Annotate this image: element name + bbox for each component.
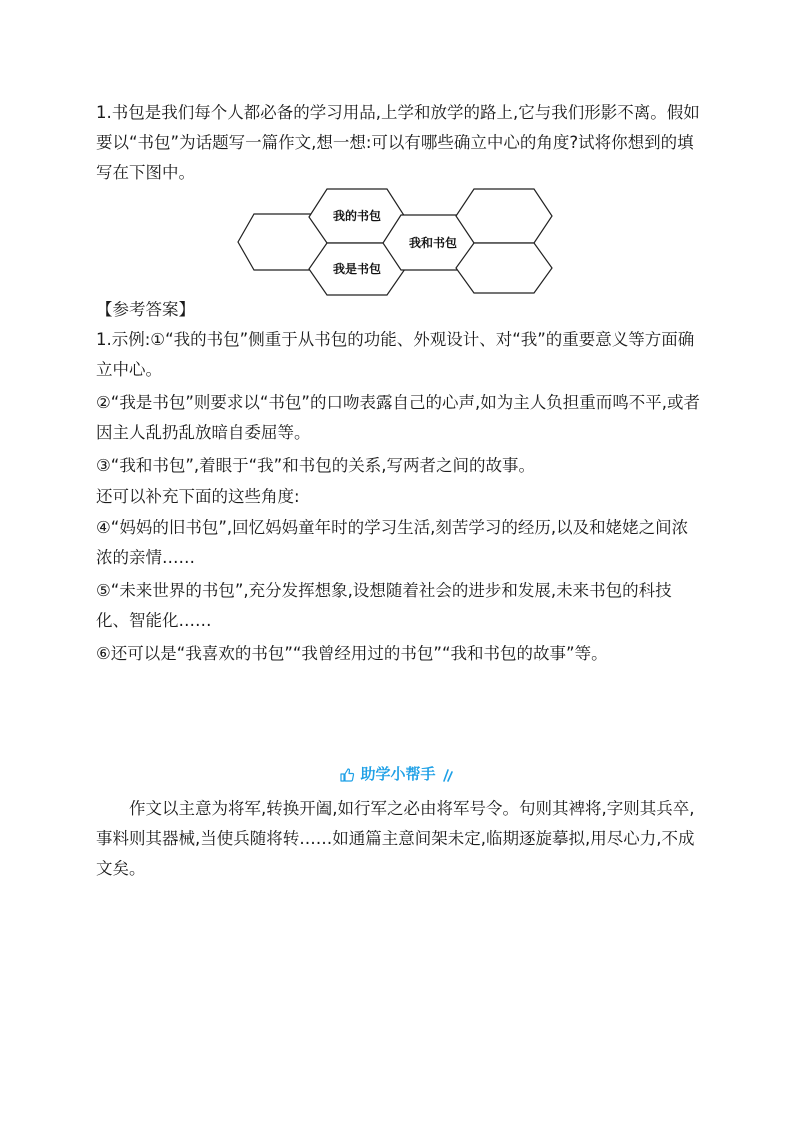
answer-item-2: ②“我是书包”则要求以“书包”的口吻表露自己的心声,如为主人负担重而鸣不平,或者因主人乱扔乱放暗自委屈等。	[96, 393, 700, 442]
hexagon-label-me-and-schoolbag: 我和书包	[408, 236, 458, 250]
answer-item-1: 1.示例:①“我的书包”侧重于从书包的功能、外观设计、对“我”的重要意义等方面确立中心。	[96, 330, 695, 379]
question-text: 1.书包是我们每个人都必备的学习用品,上学和放学的路上,它与我们形影不离。假如要以“书包”为话题写一篇作文,想一想:可以有哪些确立中心的角度?试将你想到的填写在下图中。	[96, 103, 700, 182]
answer-item-3: ③“我和书包”,着眼于“我”和书包的关系,写两者之间的故事。	[96, 456, 535, 475]
hexagon-empty-top-right	[456, 189, 552, 243]
hexagon-label-my-schoolbag: 我的书包	[332, 209, 382, 223]
helper-text: 作文以主意为将军,转换开阖,如行军之必由将军号令。句则其裨将,字则其兵卒,事料则其器械,当使兵随将转……如通篇主意间架未定,临期逐旋摹拟,用尽心力,不成文矣。	[96, 799, 695, 878]
thumbs-up-icon	[339, 767, 355, 783]
hexagon-diagram	[236, 186, 556, 298]
answer-item-4: ④“妈妈的旧书包”,回忆妈妈童年时的学习生活,刻苦学习的经历,以及和姥姥之间浓浓的亲情……	[96, 518, 689, 567]
answer-heading: 【参考答案】	[96, 300, 195, 319]
answer-extra-intro: 还可以补充下面的这些角度:	[96, 487, 300, 506]
sparkle-icon	[441, 767, 455, 783]
helper-title-text: 助学小帮手	[360, 765, 436, 783]
answer-item-6: ⑥还可以是“我喜欢的书包”“我曾经用过的书包”“我和书包的故事”等。	[96, 644, 608, 663]
hexagon-empty-bottom-right	[456, 243, 552, 293]
answer-item-5: ⑤“未来世界的书包”,充分发挥想象,设想随着社会的进步和发展,未来书包的科技化、智能化……	[96, 581, 672, 630]
hexagon-label-i-am-schoolbag: 我是书包	[332, 262, 382, 276]
helper-title	[0, 762, 794, 786]
